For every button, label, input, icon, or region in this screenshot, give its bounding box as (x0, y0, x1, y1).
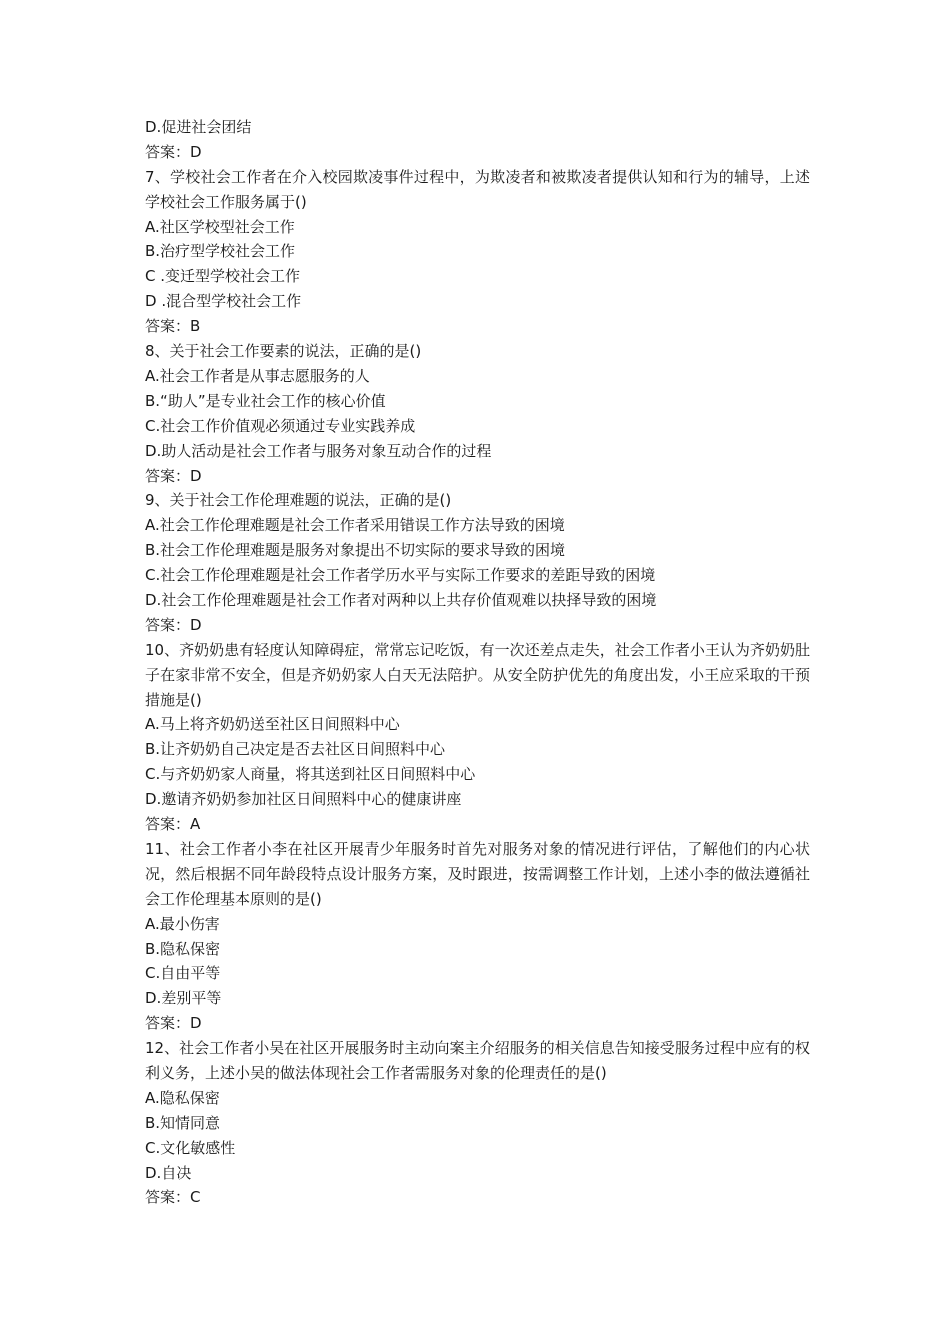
option-line: C.自由平等 (145, 964, 221, 983)
option-line: D.社会工作伦理难题是社会工作者对两种以上共存价值观难以抉择导致的困境 (145, 590, 657, 609)
option-line: B.“助人”是专业社会工作的核心价值 (145, 391, 386, 410)
question-text: 11、社会工作者小李在社区开展青少年服务时首先对服务对象的情况进行评估，了解他们的内心状况，然后根据不同年龄段特点设计服务方案，及时跟进，按需调整工作计划，上述小李的做法遵循社会工作伦理基本原则的是() (145, 839, 810, 908)
option-line: B.知情同意 (145, 1113, 221, 1132)
option-line: D .混合型学校社会工作 (145, 292, 302, 311)
option-line: B.隐私保密 (145, 939, 221, 958)
option-line: A.马上将齐奶奶送至社区日间照料中心 (145, 715, 400, 734)
answer-line: 答案：D (145, 142, 202, 161)
answer-line: 答案：C (145, 1188, 201, 1207)
option-line: A.社区学校型社会工作 (145, 217, 295, 236)
option-line: A.最小伤害 (145, 914, 220, 933)
option-line: B.让齐奶奶自己决定是否去社区日间照料中心 (145, 740, 446, 759)
option-line: C.社会工作价值观必须通过专业实践养成 (145, 416, 416, 435)
option-line: D.助人活动是社会工作者与服务对象互动合作的过程 (145, 441, 492, 460)
answer-line: 答案：B (145, 317, 201, 336)
question-text: 9、关于社会工作伦理难题的说法，正确的是() (145, 491, 452, 510)
option-line: D.邀请齐奶奶参加社区日间照料中心的健康讲座 (145, 790, 462, 809)
option-line: A.隐私保密 (145, 1088, 220, 1107)
document-page (145, 115, 810, 1210)
answer-line: 答案：D (145, 1014, 202, 1033)
answer-line: 答案：D (145, 466, 202, 485)
question-text: 12、社会工作者小吴在社区开展服务时主动向案主介绍服务的相关信息告知接受服务过程中应有的权利义务，上述小吴的做法体现社会工作者需服务对象的伦理责任的是() (145, 1039, 810, 1083)
option-line: A.社会工作者是从事志愿服务的人 (145, 366, 370, 385)
option-line: D.自决 (145, 1163, 192, 1182)
option-line: B.治疗型学校社会工作 (145, 242, 296, 261)
option-line: C.社会工作伦理难题是社会工作者学历水平与实际工作要求的差距导致的困境 (145, 566, 656, 585)
question-text: 10、齐奶奶患有轻度认知障碍症，常常忘记吃饭，有一次还差点走失，社会工作者小王认为齐奶奶肚子在家非常不安全，但是齐奶奶家人白天无法陪护。从安全防护优先的角度出发，小王应采取的干预措施是() (145, 640, 810, 709)
answer-line: 答案：D (145, 615, 202, 634)
option-line: C .变迁型学校社会工作 (145, 267, 301, 286)
question-text: 8、关于社会工作要素的说法，正确的是() (145, 342, 422, 361)
option-line: D.差别平等 (145, 989, 222, 1008)
answer-line: 答案：A (145, 815, 201, 834)
option-line: A.社会工作伦理难题是社会工作者采用错误工作方法导致的困境 (145, 516, 565, 535)
option-line: B.社会工作伦理难题是服务对象提出不切实际的要求导致的困境 (145, 541, 566, 560)
option-line: D.促进社会团结 (145, 118, 252, 136)
option-line: C.文化敏感性 (145, 1138, 236, 1157)
option-line: C.与齐奶奶家人商量，将其送到社区日间照料中心 (145, 765, 476, 784)
question-text: 7、学校社会工作者在介入校园欺凌事件过程中，为欺凌者和被欺凌者提供认知和行为的辅导，上述学校社会工作服务属于() (145, 167, 810, 211)
